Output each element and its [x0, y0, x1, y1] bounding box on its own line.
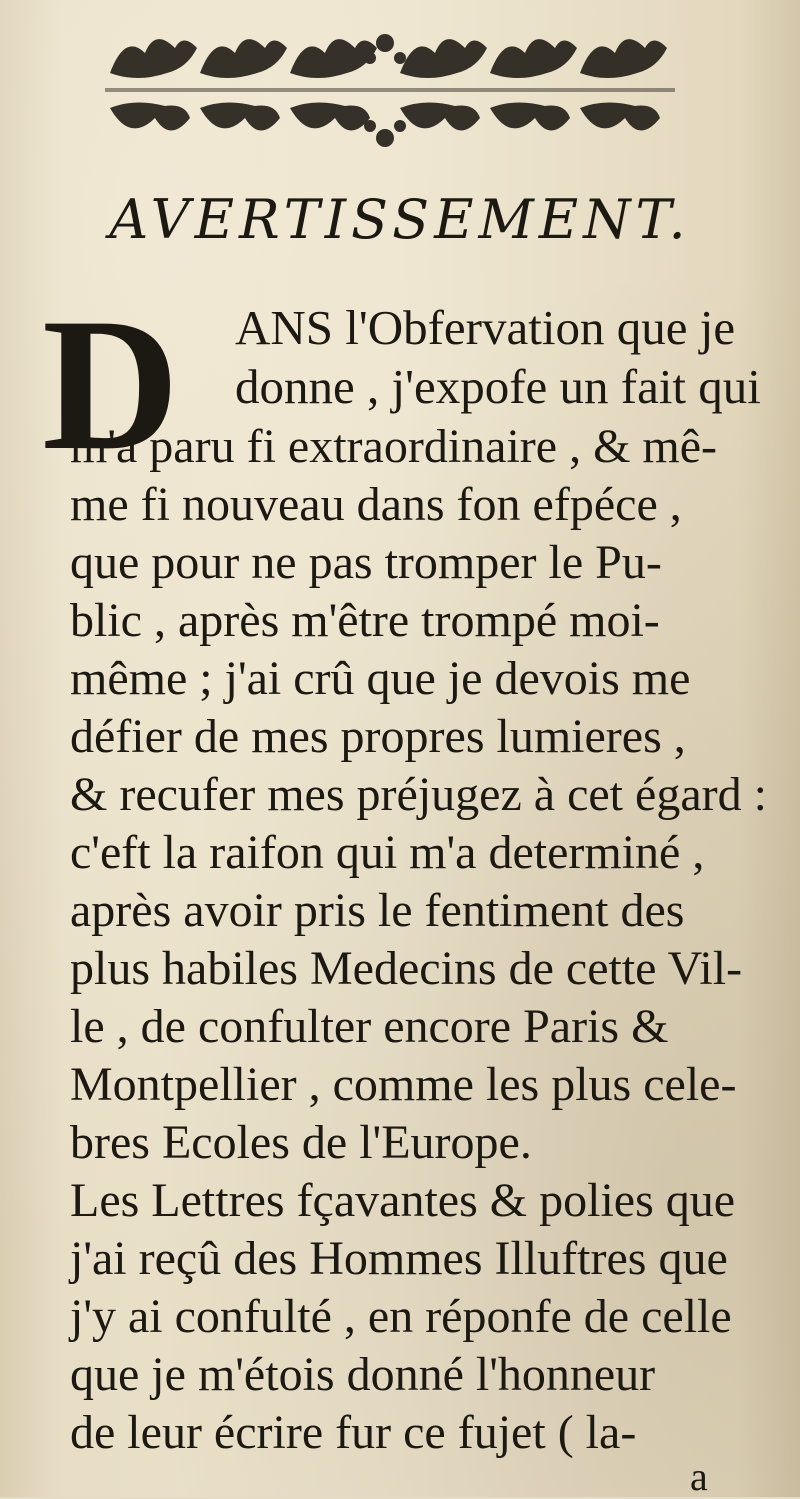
text-line: donne , j'expofe un fait qui: [235, 359, 761, 414]
text-line: Montpellier , comme les plus cele-: [70, 1058, 737, 1111]
drop-cap-letter: D: [42, 280, 180, 490]
text-line: plus habiles Medecins de cette Vil-: [70, 942, 743, 995]
text-line: défier de mes propres lumieres ,: [70, 710, 686, 763]
text-line: après avoir pris le fentiment des: [70, 884, 685, 937]
text-line: bres Ecoles de l'Europe.: [70, 1116, 532, 1169]
text-line: de leur écrire fur ce fujet ( la-: [70, 1406, 637, 1459]
text-line: & recufer mes préjugez à cet égard :: [70, 768, 767, 821]
text-line: blic , après m'être trompé moi-: [70, 594, 660, 647]
text-line: que je m'étois donné l'honneur: [70, 1348, 656, 1401]
text-line: Les Lettres fçavantes & polies que: [70, 1174, 736, 1227]
text-line: j'y ai confulté , en réponfe de celle: [70, 1290, 732, 1343]
text-line: le , de confulter encore Paris &: [70, 1000, 669, 1053]
fleuron-row-bottom: [110, 102, 660, 147]
text-line: ANS l'Obfervation que je: [235, 300, 736, 355]
catchword: a: [690, 1454, 708, 1499]
section-heading: AVERTISSEMENT.: [109, 188, 691, 251]
fleuron-row-top: [110, 34, 667, 78]
text-line: c'eft la raifon qui m'a determiné ,: [70, 826, 705, 879]
text-line: m'a paru fi extraordinaire , & mê-: [70, 420, 718, 473]
text-line: même ; j'ai crû que je devois me: [70, 652, 691, 705]
text-line: me fi nouveau dans fon efpéce ,: [70, 478, 682, 531]
text-line: j'ai reçû des Hommes Illuftres que: [70, 1232, 728, 1285]
fleuron-ornament-band: [100, 18, 680, 168]
text-line: que pour ne pas tromper le Pu-: [70, 536, 662, 589]
